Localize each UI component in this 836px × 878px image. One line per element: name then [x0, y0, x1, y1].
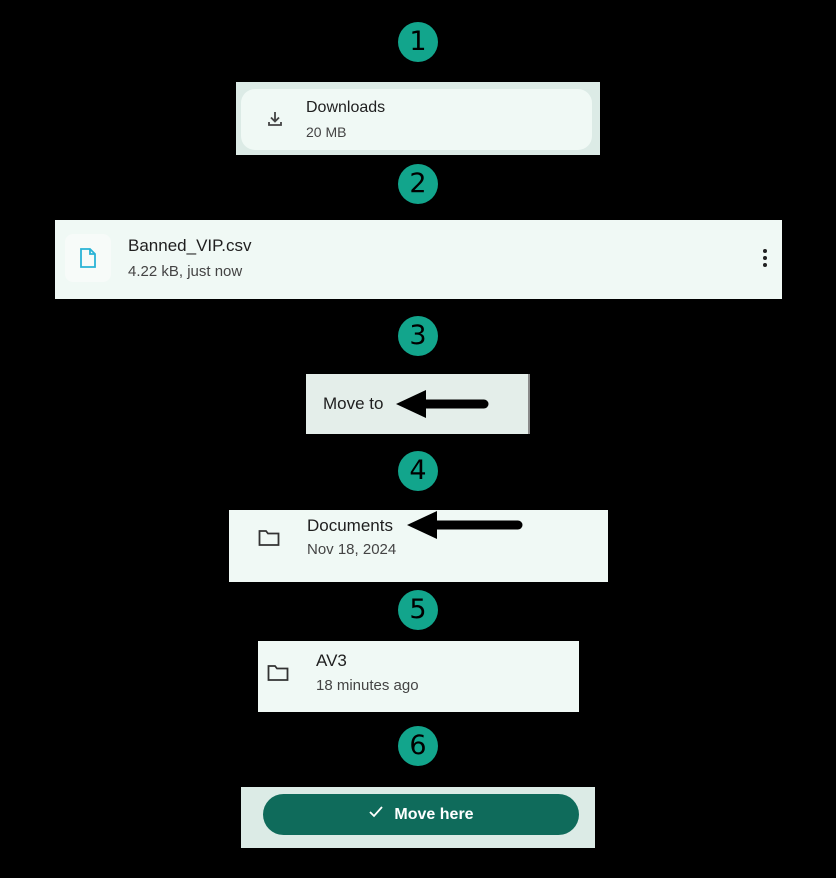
file-name: Banned_VIP.csv: [128, 236, 252, 255]
folder-name: AV3: [316, 651, 347, 670]
folder-row-av3[interactable]: [258, 641, 579, 712]
step-badge-1: 1: [398, 22, 438, 62]
step-badge-5: 5: [398, 590, 438, 630]
step-badge-4: 4: [398, 451, 438, 491]
more-vert-icon[interactable]: [760, 246, 770, 270]
folder-icon: [267, 664, 289, 687]
move-here-label: Move here: [394, 805, 474, 823]
step-badge-6: 6: [398, 726, 438, 766]
check-icon: [368, 805, 384, 824]
storage-title: Downloads: [306, 99, 386, 116]
file-icon: [79, 248, 97, 268]
folder-icon: [258, 529, 280, 552]
pointer-arrow-icon: [405, 509, 523, 541]
move-here-bar: [241, 787, 595, 848]
pointer-arrow-icon: [394, 388, 490, 420]
move-here-button[interactable]: [263, 794, 579, 835]
file-meta: 4.22 kB, just now: [128, 263, 243, 280]
step-badge-3: 3: [398, 316, 438, 356]
downloads-panel: [236, 82, 600, 155]
step-badge-2: 2: [398, 164, 438, 204]
file-thumbnail: [65, 234, 111, 282]
folder-date: Nov 18, 2024: [307, 541, 397, 558]
downloads-storage-item[interactable]: [241, 89, 592, 150]
download-icon: [265, 109, 285, 134]
folder-date: 18 minutes ago: [316, 677, 419, 694]
storage-size: 20 MB: [306, 124, 347, 140]
file-row[interactable]: [55, 220, 782, 299]
move-to-label: Move to: [323, 394, 384, 413]
folder-name: Documents: [307, 516, 393, 535]
